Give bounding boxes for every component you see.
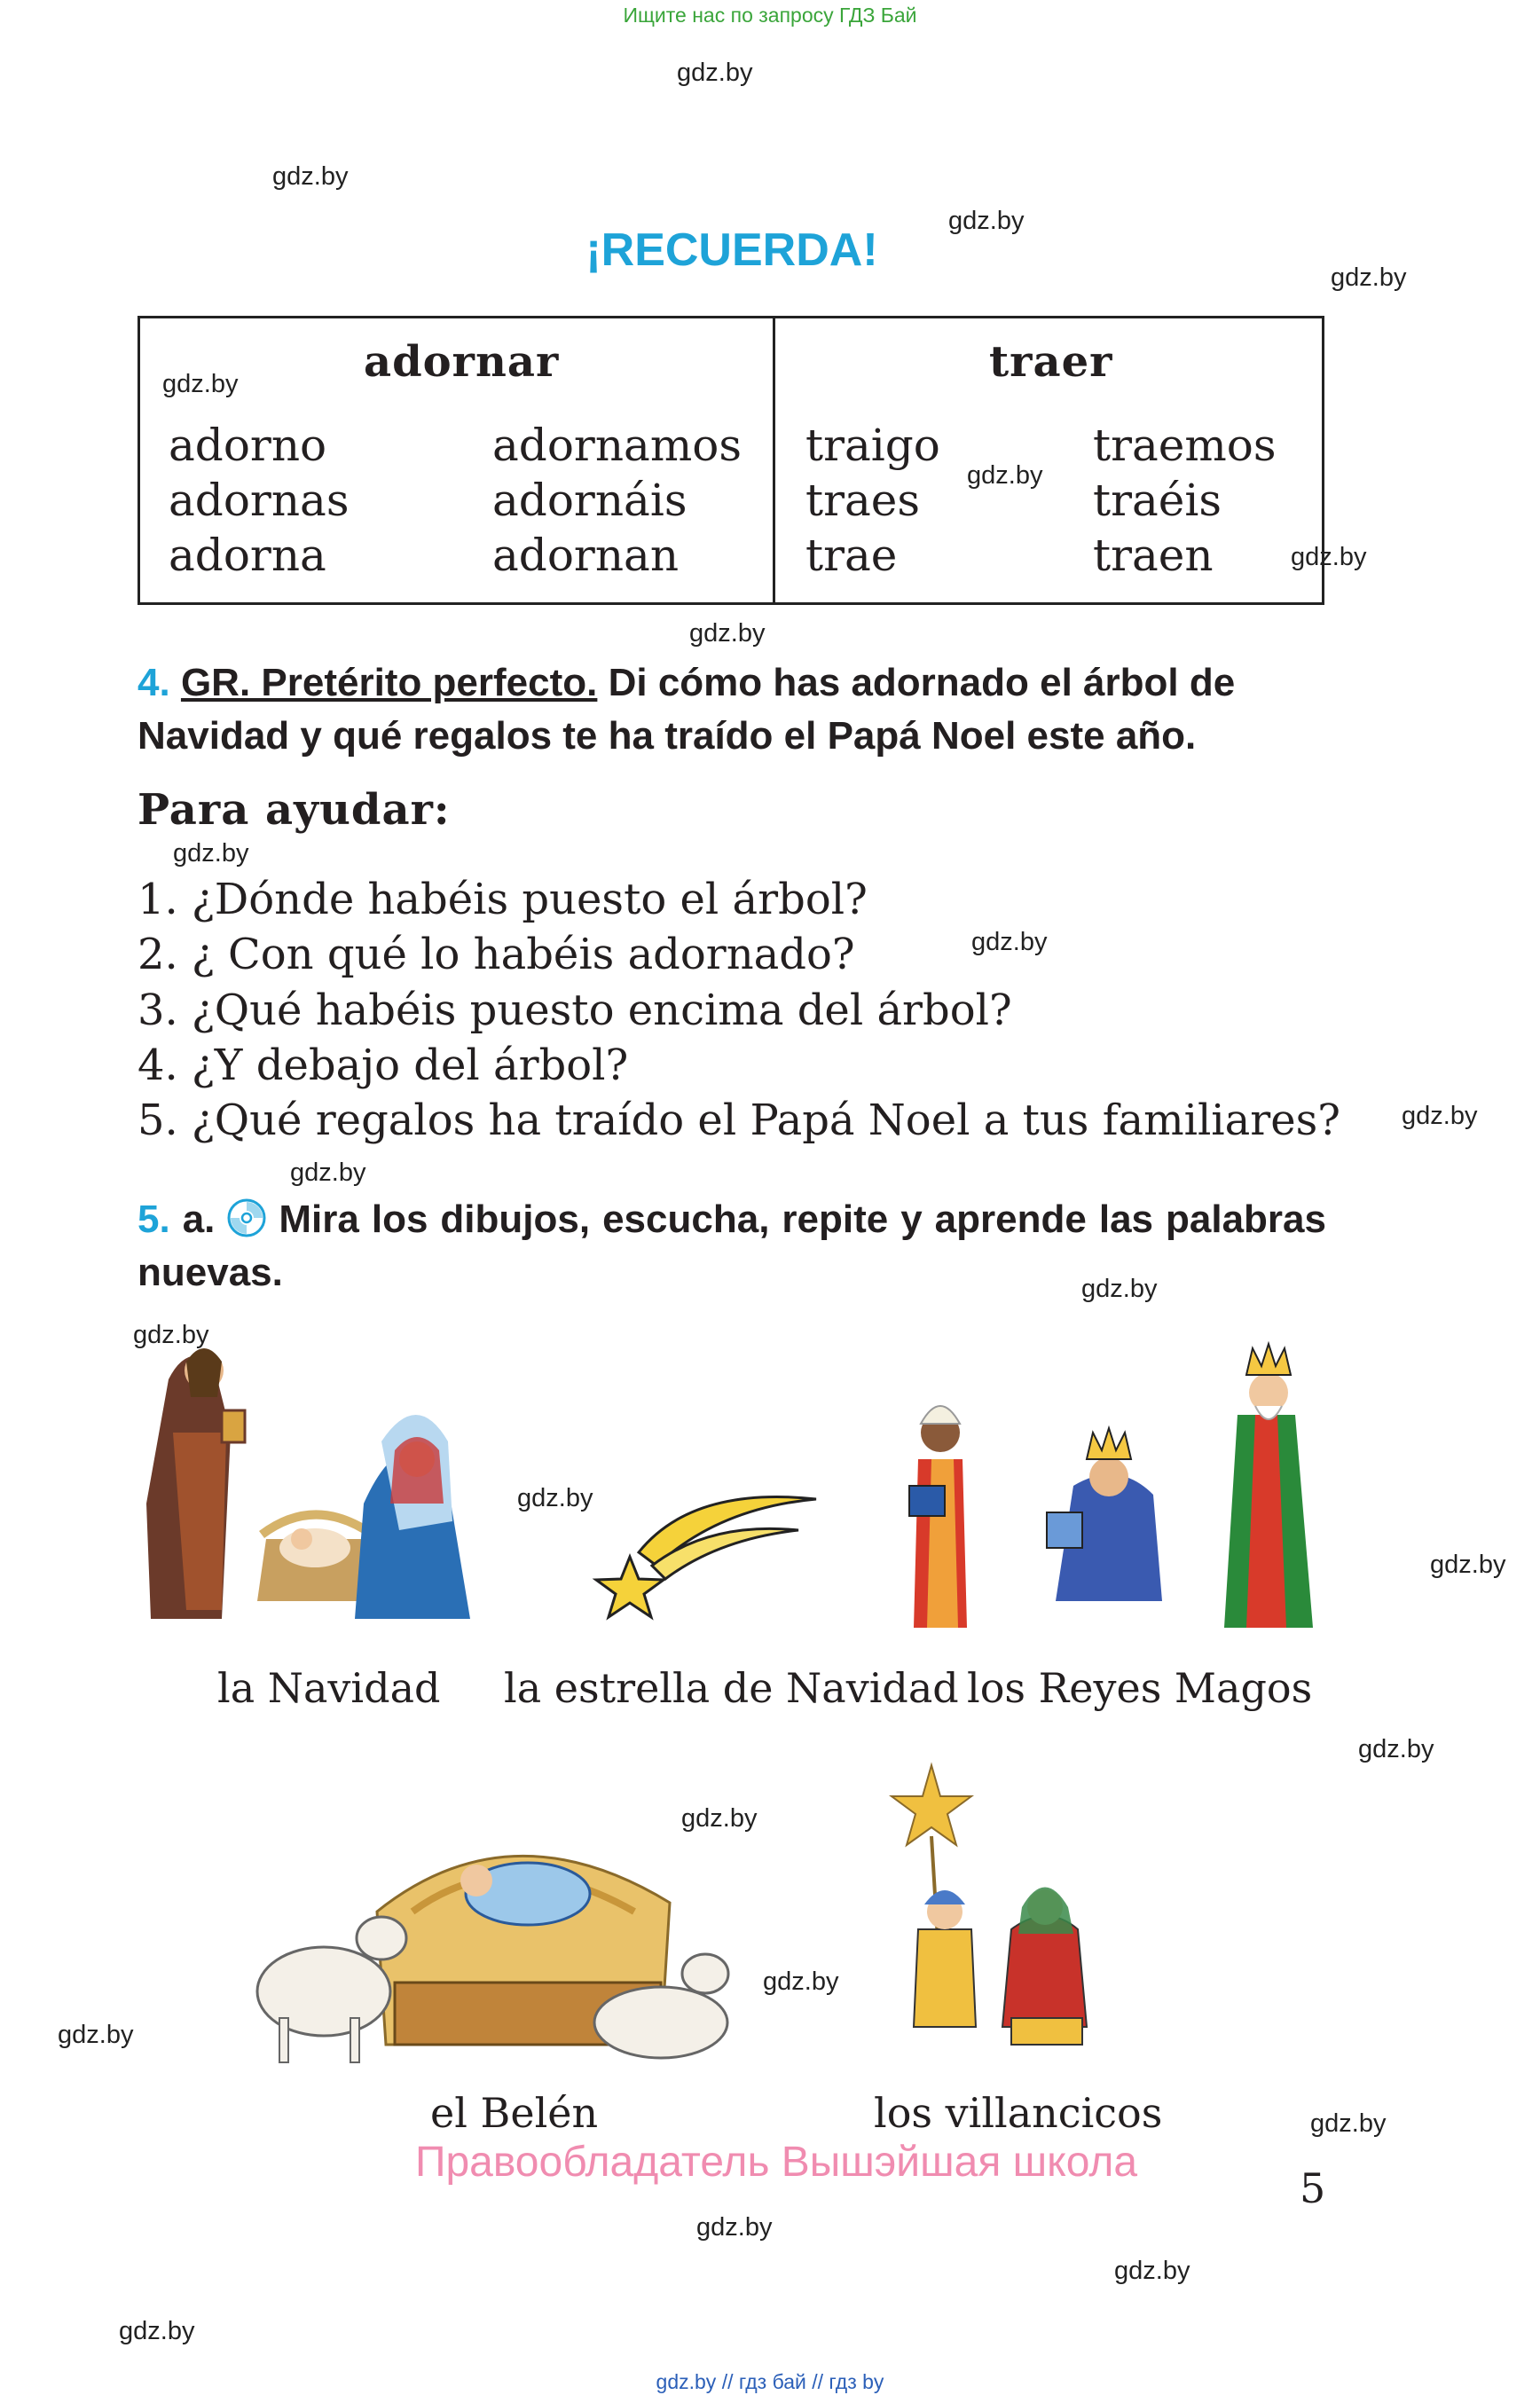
- copyright-notice: Правообладатель Вышэйшая школа: [414, 2139, 1138, 2186]
- watermark: gdz.by: [948, 207, 1025, 235]
- conjugation-form: adorno: [169, 420, 327, 471]
- watermark: gdz.by: [1430, 1551, 1506, 1579]
- watermark: gdz.by: [689, 619, 766, 648]
- top-banner[interactable]: Ищите нас по запросу ГДЗ Бай: [623, 4, 917, 27]
- help-title: Para ayudar:: [138, 785, 451, 835]
- conjugation-form: traigo: [805, 420, 940, 471]
- watermark: gdz.by: [1114, 2257, 1190, 2285]
- picture-caption: los villancicos: [874, 2089, 1163, 2137]
- help-question: 3. ¿Qué habéis puesto encima del árbol?: [138, 986, 1012, 1035]
- three-kings-illustration: [896, 1335, 1331, 1637]
- watermark: gdz.by: [58, 2021, 134, 2049]
- watermark: gdz.by: [1291, 543, 1367, 571]
- page-title: ¡RECUERDA!: [585, 224, 878, 276]
- watermark: gdz.by: [173, 839, 249, 868]
- watermark: gdz.by: [696, 2213, 773, 2242]
- picture-caption: la Navidad: [217, 1664, 441, 1712]
- conjugation-form: adornan: [492, 530, 680, 581]
- help-question: 5. ¿Qué regalos ha traído el Papá Noel a tus familiares?: [138, 1095, 1340, 1145]
- audio-cd-icon[interactable]: [227, 1198, 266, 1237]
- nativity-scene-illustration: [133, 1326, 506, 1628]
- picture-caption: los Reyes Magos: [967, 1664, 1313, 1712]
- carol-singers-illustration: [878, 1752, 1144, 2058]
- page-number: 5: [1300, 2164, 1326, 2212]
- help-question: 2. ¿ Con qué lo habéis adornado?: [138, 930, 855, 979]
- watermark: gdz.by: [162, 370, 239, 398]
- conjugation-form: trae: [805, 530, 898, 581]
- exercise-5: [138, 1193, 1326, 1300]
- footer-links[interactable]: gdz.by // гдз бай // гдз by: [656, 2370, 884, 2393]
- exercise-number: 5.: [138, 1198, 170, 1241]
- picture-caption: la estrella de Navidad: [504, 1664, 959, 1712]
- watermark: gdz.by: [1358, 1735, 1434, 1763]
- watermark: gdz.by: [1331, 263, 1407, 292]
- watermark: gdz.by: [677, 59, 753, 87]
- conjugation-form: traes: [805, 475, 921, 526]
- watermark: gdz.by: [272, 162, 349, 191]
- grammar-label: GR. Pretérito perfecto.: [180, 661, 598, 704]
- watermark: gdz.by: [290, 1158, 366, 1187]
- exercise-instruction: Mira los dibujos, escucha, repite y aprende las palabras nuevas.: [138, 1198, 1326, 1294]
- shooting-star-illustration: [585, 1468, 834, 1619]
- manger-with-lambs-illustration: [244, 1787, 750, 2071]
- watermark: gdz.by: [133, 1321, 209, 1349]
- exercise-part: a.: [182, 1198, 216, 1241]
- watermark: gdz.by: [681, 1804, 758, 1833]
- watermark: gdz.by: [119, 2317, 195, 2345]
- conjugation-form: traemos: [1093, 420, 1277, 471]
- table-divider: [773, 316, 775, 605]
- watermark: gdz.by: [971, 928, 1048, 956]
- watermark: gdz.by: [967, 461, 1043, 490]
- conjugation-form: adornas: [169, 475, 350, 526]
- watermark: gdz.by: [763, 1967, 839, 1996]
- help-question: 1. ¿Dónde habéis puesto el árbol?: [138, 875, 868, 924]
- conjugation-form: adornáis: [492, 475, 688, 526]
- exercise-4: [138, 656, 1326, 763]
- watermark: gdz.by: [517, 1484, 593, 1512]
- conjugation-form: traen: [1093, 530, 1214, 581]
- conjugation-form: traéis: [1093, 475, 1222, 526]
- verb-heading-traer: traer: [989, 337, 1113, 387]
- conjugation-form: adorna: [169, 530, 326, 581]
- watermark: gdz.by: [1310, 2109, 1387, 2138]
- picture-caption: el Belén: [430, 2089, 599, 2137]
- watermark: gdz.by: [1081, 1275, 1158, 1303]
- conjugation-form: adornamos: [492, 420, 742, 471]
- help-question: 4. ¿Y debajo del árbol?: [138, 1041, 629, 1090]
- verb-heading-adornar: adornar: [364, 337, 560, 387]
- exercise-number: 4.: [138, 661, 170, 704]
- exercise-instruction: Di cómo has adornado el árbol de Navidad y qué regalos te ha traído el Papá Noel este año.: [138, 661, 1236, 758]
- watermark: gdz.by: [1402, 1102, 1478, 1130]
